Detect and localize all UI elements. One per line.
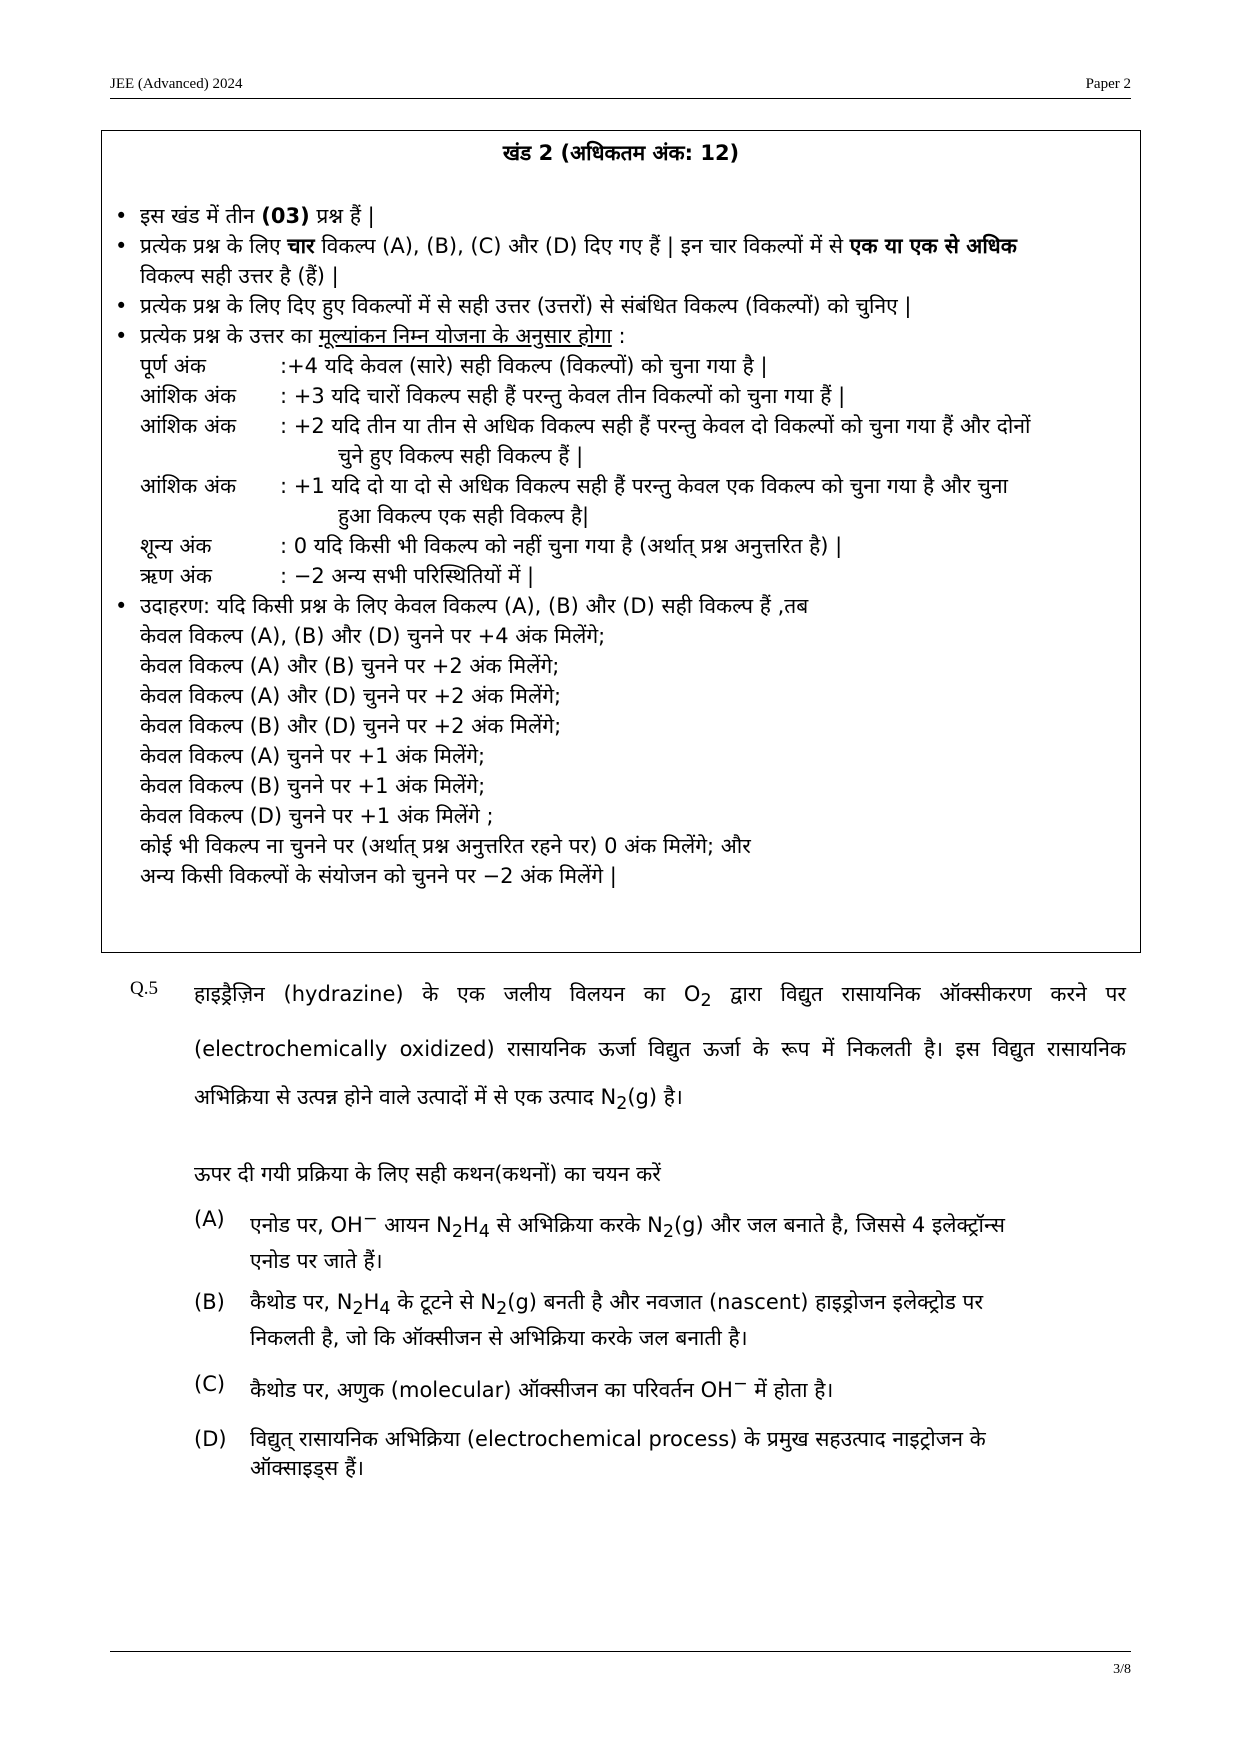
marks-row: ऋण अंक : −2 अन्य सभी परिस्थितियों में |: [140, 564, 535, 588]
marks-row: आंशिक अंक : +3 यदि चारों विकल्प सही हैं परन्तु केवल तीन विकल्पों को चुना गया हैं |: [140, 384, 846, 408]
instruction-item-example: • उदाहरण: यदि किसी प्रश्न के लिए केवल विकल्प (A), (B) और (D) सही विकल्प हैं ,तब केवल विकल्प (A), (B) और (D) चुनने पर +4 अंक मिलेंगे; केवल विकल्प (A) और (B) चुनने पर +2 अंक मिलेंगे; केवल विकल्प (A) और (D) चुनने पर +2 अंक मिलेंगे; केवल विकल्प (B) और (D) चुनने पर +2 अंक मिलेंगे; केवल विकल्प (A) चुनने पर +1 अंक मिलेंगे; केवल विकल्प (B) चुनने पर +1 अंक मिलेंगे; केवल विकल्प (D) चुनने पर +1 अंक मिलेंगे ; कोई भी विकल्प ना चुनने पर (अर्थात् प्रश्न अनुत्तरित रहने पर) 0 अंक मिलेंगे; और अन्य किसी विकल्पों के संयोजन को चुनने पर −2 अंक मिलेंगे |: [102, 591, 1140, 891]
example-line: केवल विकल्प (A), (B) और (D) चुनने पर +4 अंक मिलेंगे;: [140, 624, 606, 648]
example-line: केवल विकल्प (D) चुनने पर +1 अंक मिलेंगे ;: [140, 804, 494, 828]
marks-row-continuation: हुआ विकल्प एक सही विकल्प है|: [338, 504, 590, 528]
paper-label: Paper 2: [1085, 76, 1131, 92]
instruction-item: • इस खंड में तीन (03) प्रश्न हैं |: [102, 201, 1140, 231]
option-text: कैथोड पर, $N_2H_4$ के टूटने से $N_2(g)$ बनती है और नवजात (nascent) हाइड्रोजन इलेक्ट्रोड पर निकलती है, जो कि ऑक्सीजन से अभिक्रिया करके जल बनाती है।: [250, 1290, 984, 1351]
bullet-icon: •: [115, 594, 128, 618]
section-instructions-box: [101, 130, 1141, 953]
instruction-item-marking: • प्रत्येक प्रश्न के उत्तर का मूल्यांकन निम्न योजना के अनुसार होगा : पूर्ण अंक :+4 यदि केवल (सारे) सही विकल्प (विकल्पों) को चुना गया है | आंशिक अंक : +3 यदि चारों विकल्प सही हैं परन्तु केवल तीन विकल्पों को चुना गया हैं | आंशिक अंक : +2 यदि तीन या तीन से अधिक विकल्प सही हैं परन्तु केवल दो विकल्पों को चुना गया हैं और दोनों चुने हुए विकल्प सही विकल्प हैं | आंशिक अंक : +1 यदि दो या दो से अधिक विकल्प सही हैं परन्तु केवल एक विकल्प को चुना गया है और चुना हुआ विकल्प एक सही विकल्प है| शून्य अंक : 0 यदि किसी भी विकल्प को नहीं चुना गया है (अर्थात् प्रश्न अनुत्तरित है) | ऋण अंक : −2 अन्य सभी परिस्थितियों में |: [102, 321, 1140, 591]
instruction-item: • प्रत्येक प्रश्न के लिए चार विकल्प (A), (B), (C) और (D) दिए गए हैं | इन चार विकल्पों में से एक या एक से अधिक विकल्प सही उत्तर है (हैं) |: [102, 231, 1140, 291]
section-title: खंड 2 (अधिकतम अंक: 12): [502, 141, 740, 165]
bullet-icon: •: [115, 324, 128, 348]
page-header: [110, 72, 1131, 99]
bullet-icon: •: [115, 294, 128, 318]
question-number: Q.5: [130, 978, 158, 999]
example-line: केवल विकल्प (A) चुनने पर +1 अंक मिलेंगे;: [140, 744, 486, 768]
example-line: केवल विकल्प (A) और (B) चुनने पर +2 अंक मिलेंगे;: [140, 654, 560, 678]
option-text: एनोड पर, OH− आयन $N_2H_4$ से अभिक्रिया करके $N_2(g)$ और जल बनाते है, जिससे 4 इलेक्ट्रॉन्स एनोड पर जाते हैं।: [250, 1209, 1005, 1274]
example-line: केवल विकल्प (B) और (D) चुनने पर +2 अंक मिलेंगे;: [140, 714, 562, 738]
marks-row: शून्य अंक : 0 यदि किसी भी विकल्प को नहीं चुना गया है (अर्थात् प्रश्न अनुत्तरित है) |: [140, 534, 843, 558]
instruction-list: [102, 201, 1140, 891]
example-line: कोई भी विकल्प ना चुनने पर (अर्थात् प्रश्न अनुत्तरित रहने पर) 0 अंक मिलेंगे; और: [140, 834, 751, 858]
option-text: विद्युत् रासायनिक अभिक्रिया (electrochemical process) के प्रमुख सहउत्पाद नाइट्रोजन के ऑक्साइड्स हैं।: [250, 1427, 986, 1480]
marks-row: आंशिक अंक : +2 यदि तीन या तीन से अधिक विकल्प सही हैं परन्तु केवल दो विकल्पों को चुना गया हैं और दोनों: [140, 414, 1031, 438]
bullet-icon: •: [115, 204, 128, 228]
example-line: अन्य किसी विकल्पों के संयोजन को चुनने पर −2 अंक मिलेंगे |: [140, 864, 617, 888]
page-footer: [110, 1651, 1131, 1677]
example-line: केवल विकल्प (B) चुनने पर +1 अंक मिलेंगे;: [140, 774, 486, 798]
question-prompt: ऊपर दी गयी प्रक्रिया के लिए सही कथन(कथनों) का चयन करें: [194, 1162, 661, 1186]
option-label: (B): [194, 1290, 225, 1314]
option-label: (C): [194, 1372, 226, 1396]
question-text: हाइड्रैज़िन (hydrazine) के एक जलीय विलयन का $O_2$ द्वारा विद्युत रासायनिक ऑक्सीकरण करने पर (electrochemically oxidized) रासायनिक ऊर्जा विद्युत ऊर्जा के रूप में निकलती है। इस विद्युत रासायनिक अभिक्रिया से उत्पन्न होने वाले उत्पादों में से एक उत्पाद $N_2(g)$ है।: [194, 982, 1126, 1115]
exam-title: JEE (Advanced) 2024: [110, 76, 243, 92]
option-label: (D): [194, 1427, 227, 1451]
option-text: कैथोड पर, अणुक (molecular) ऑक्सीजन का परिवर्तन OH− में होता है।: [250, 1374, 834, 1402]
marks-row: पूर्ण अंक :+4 यदि केवल (सारे) सही विकल्प (विकल्पों) को चुना गया है |: [140, 354, 768, 378]
marks-row: आंशिक अंक : +1 यदि दो या दो से अधिक विकल्प सही हैं परन्तु केवल एक विकल्प को चुना गया है और चुना: [140, 474, 1008, 498]
page-number: 3/8: [1113, 1662, 1131, 1677]
example-line: केवल विकल्प (A) और (D) चुनने पर +2 अंक मिलेंगे;: [140, 684, 562, 708]
marks-row-continuation: चुने हुए विकल्प सही विकल्प हैं |: [338, 444, 584, 468]
instruction-item: • प्रत्येक प्रश्न के लिए दिए हुए विकल्पों में से सही उत्तर (उत्तरों) से संबंधित विकल्प (विकल्पों) को चुनिए |: [102, 291, 1140, 321]
option-label: (A): [194, 1207, 225, 1231]
bullet-icon: •: [115, 234, 128, 258]
